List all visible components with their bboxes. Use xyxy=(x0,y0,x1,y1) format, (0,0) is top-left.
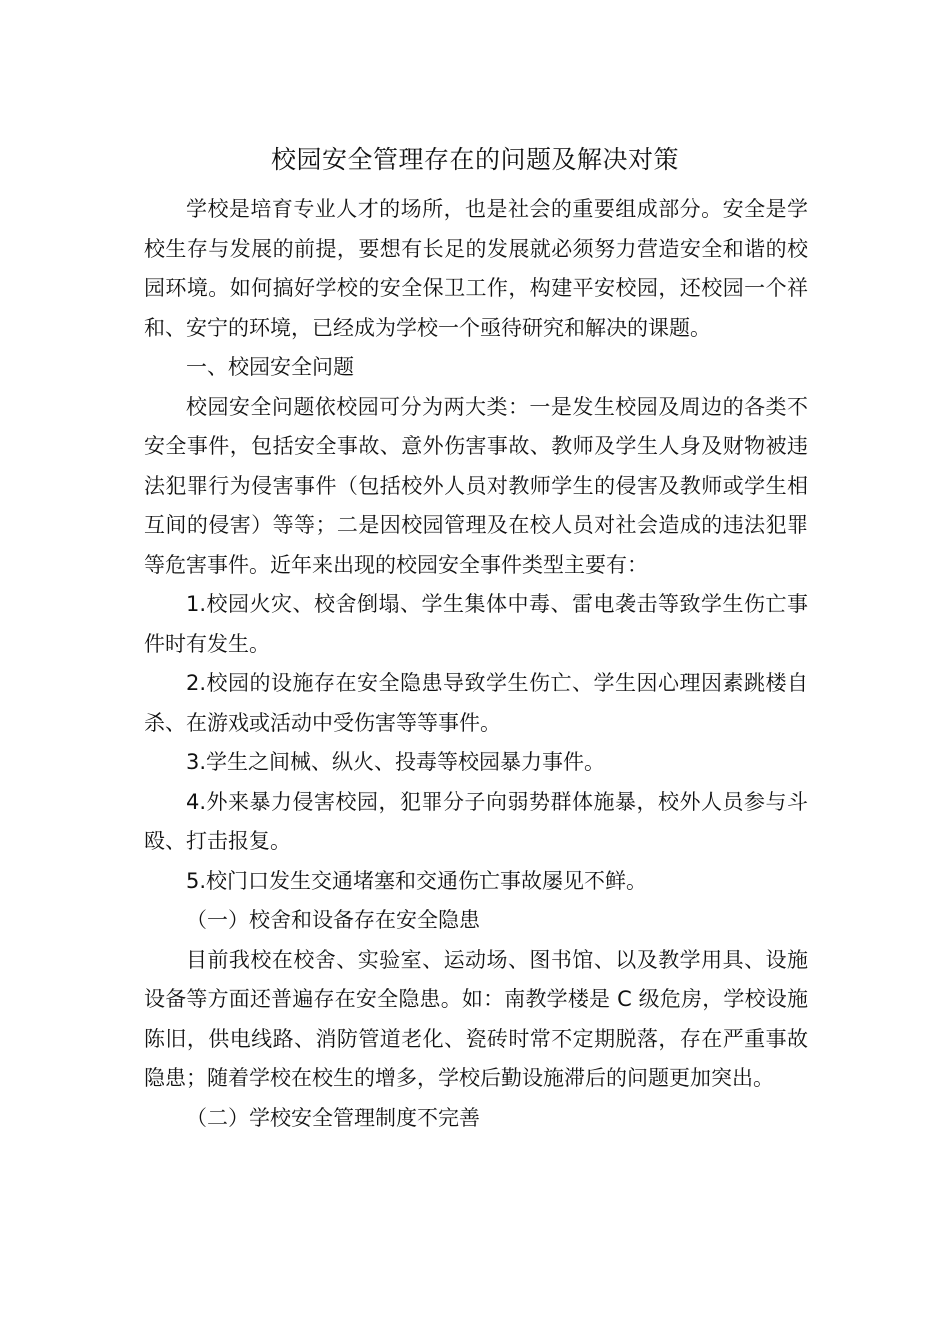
document-body xyxy=(144,190,808,1138)
list-item-1: 1.校园火灾、校舍倒塌、学生集体中毒、雷电袭击等致学生伤亡事件时有发生。 xyxy=(144,592,808,656)
list-item-2: 2.校园的设施存在安全隐患导致学生伤亡、学生因心理因素跳楼自杀、在游戏或活动中受伤害等等事件。 xyxy=(144,671,808,735)
document-title: 校园安全管理存在的问题及解决对策 xyxy=(270,145,679,174)
list-item-4: 4.外来暴力侵害校园，犯罪分子向弱势群体施暴，校外人员参与斗殴、打击报复。 xyxy=(144,789,808,853)
subsection-heading-2: （二）学校安全管理制度不完善 xyxy=(186,1105,480,1130)
list-item-3: 3.学生之间械、纵火、投毒等校园暴力事件。 xyxy=(186,750,606,774)
subsection-heading-1: （一）校舍和设备存在安全隐患 xyxy=(186,908,480,932)
list-item-5: 5.校门口发生交通堵塞和交通伤亡事故屡见不鲜。 xyxy=(186,868,648,893)
section-heading-campus-safety: 一、校园安全问题 xyxy=(186,355,354,379)
paragraph-intro: 学校是培育专业人才的场所，也是社会的重要组成部分。安全是学校生存与发展的前提，要想有长足的发展就必须努力营造安全和谐的校园环境。如何搞好学校的安全保卫工作，构建平安校园，还校园一个祥和、安宁的环境，已经成为学校一个亟待研究和解决的课题。 xyxy=(144,197,808,340)
paragraph-facility-hazards: 目前我校在校舍、实验室、运动场、图书馆、以及教学用具、设施设备等方面还普遍存在安全隐患。如：南教学楼是 C 级危房，学校设施陈旧，供电线路、消防管道老化、瓷砖时常不定期脱落，存在严重事故隐患；随着学校在校生的增多，学校后勤设施滞后的问题更加突出。 xyxy=(144,947,808,1090)
paragraph-safety-categories: 校园安全问题依校园可分为两大类：一是发生校园及周边的各类不安全事件，包括安全事故、意外伤害事故、教师及学生人身及财物被违法犯罪行为侵害事件（包括校外人员对教师学生的侵害及教师或学生相互间的侵害）等等；二是因校园管理及在校人员对社会造成的违法犯罪等危害事件。近年来出现的校园安全事件类型主要有： xyxy=(144,394,808,577)
